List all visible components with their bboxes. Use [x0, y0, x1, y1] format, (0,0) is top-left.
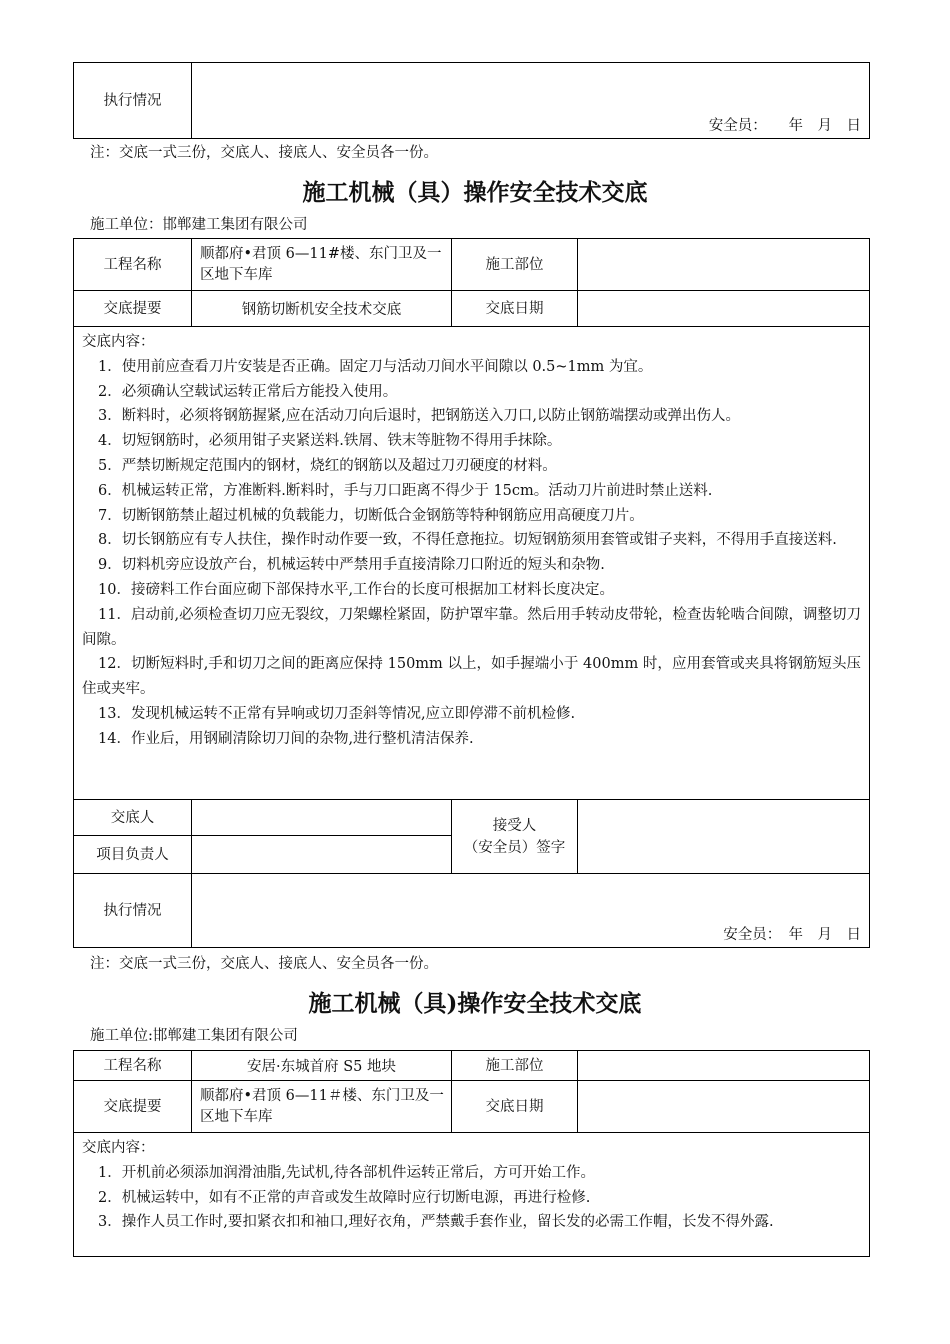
exec-cell	[192, 63, 870, 139]
manager-label: 项目负责人	[74, 836, 192, 874]
list-item: 7．切断钢筋禁止超过机械的负载能力，切断低合金钢筋等特种钢筋应用高硬度刀片。	[98, 507, 644, 524]
construction-unit: 施工单位：邯郸建工集团有限公司	[90, 217, 308, 233]
list-item: 10．接磅料工作台面应砌下部保持水平,工作台的长度可根据加工材料长度决定。	[98, 581, 615, 598]
list-item: 14．作业后，用钢刷清除切刀间的杂物,进行整机清洁保养.	[98, 730, 474, 747]
list-item: 2．必须确认空载试运转正常后方能投入使用。	[98, 383, 398, 400]
exec-cell	[192, 874, 870, 948]
document-title: 施工机械（具)操作安全技术交底	[308, 990, 642, 1017]
content-title: 交底内容：	[82, 334, 155, 350]
disclosure-table-2	[73, 1050, 870, 1257]
date-label: 交底日期	[452, 291, 578, 327]
disclosure-content	[74, 327, 870, 800]
list-item: 12．切断短料时,手和切刀之间的距离应保持 150mm 以上，如手握端小于 400mm 时，应用套管或夹具将钢筋短头压住或夹牢。	[82, 656, 861, 698]
date-value	[578, 1081, 870, 1133]
list-item: 13．发现机械运转不正常有异响或切刀歪斜等情况,应立即停滞不前机检修.	[98, 705, 576, 722]
exec-table-top	[73, 62, 870, 139]
disclosure-table-1	[73, 238, 870, 948]
list-item: 3．断料时，必须将钢筋握紧,应在活动刀向后退时，把钢筋送入刀口,以防止钢筋端摆动或弹出伤人。	[98, 408, 740, 425]
note: 注：交底一式三份，交底人、接底人、安全员各一份。	[90, 145, 438, 161]
list-item: 3．操作人员工作时,要扣紧衣扣和袖口,理好衣角，严禁戴手套作业，留长发的必需工作帽，长发不得外露.	[98, 1214, 774, 1231]
document-title: 施工机械（具）操作安全技术交底	[302, 179, 648, 206]
safety-officer-sign: 安全员： 年 月 日	[708, 118, 861, 134]
discloser-value	[192, 800, 452, 836]
receiver-label-line1: 接受人	[492, 817, 537, 834]
list-item: 11．启动前,必须检查切刀应无裂纹，刀架螺栓紧固，防护罩牢靠。然后用手转动皮带轮，检查齿轮啮合间隙，调整切刀间隙。	[82, 606, 861, 648]
date-label: 交底日期	[452, 1081, 578, 1133]
list-item: 5．严禁切断规定范围内的钢材，烧红的钢筋以及超过刀刃硬度的材料。	[98, 457, 557, 474]
receiver-label-line2: （安全员）签字	[463, 839, 566, 856]
receiver-signature	[578, 800, 870, 874]
note: 注：交底一式三份，交底人、接底人、安全员各一份。	[90, 956, 438, 972]
receiver-label	[452, 800, 578, 874]
list-item: 9．切料机旁应设放产台，机械运转中严禁用手直接清除刀口附近的短头和杂物.	[98, 557, 605, 574]
site-part-value	[578, 239, 870, 291]
site-part-label: 施工部位	[452, 239, 578, 291]
summary-label: 交底提要	[74, 1081, 192, 1133]
list-item: 6．机械运转正常，方准断料.断料时，手与刀口距离不得少于 15cm。活动刀片前进时禁止送料.	[98, 482, 713, 499]
list-item: 2．机械运转中，如有不正常的声音或发生故障时应行切断电源，再进行检修.	[98, 1189, 591, 1206]
exec-label: 执行情况	[74, 63, 192, 139]
list-item: 1．开机前必须添加润滑油脂,先试机,待各部机件运转正常后，方可开始工作。	[98, 1164, 595, 1181]
site-part-label: 施工部位	[452, 1051, 578, 1081]
content-title: 交底内容：	[82, 1140, 155, 1156]
date-value	[578, 291, 870, 327]
disclosure-content	[74, 1133, 870, 1257]
list-item: 1．使用前应查看刀片安装是否正确。固定刀与活动刀间水平间隙以 0.5~1mm 为宜。	[98, 358, 653, 375]
site-part-value	[578, 1051, 870, 1081]
construction-unit: 施工单位:邯郸建工集团有限公司	[90, 1028, 298, 1044]
exec-label: 执行情况	[74, 874, 192, 948]
summary-value: 钢筋切断机安全技术交底	[192, 291, 452, 327]
discloser-label: 交底人	[74, 800, 192, 836]
list-item: 8．切长钢筋应有专人扶住，操作时动作要一致，不得任意拖拉。切短钢筋须用套管或钳子夹料，不得用手直接送料.	[98, 532, 837, 549]
project-name-value: 安居·东城首府 S5 地块	[192, 1051, 452, 1081]
summary-value: 顺都府•君顶 6—11＃楼、东门卫及一区地下车库	[192, 1081, 452, 1133]
project-name-label: 工程名称	[74, 1051, 192, 1081]
project-name-value: 顺都府•君顶 6—11#楼、东门卫及一区地下车库	[192, 239, 452, 291]
project-name-label: 工程名称	[74, 239, 192, 291]
safety-officer-sign: 安全员： 年 月 日	[723, 927, 861, 943]
list-item: 4．切短钢筋时，必须用钳子夹紧送料.铁屑、铁末等脏物不得用手抹除。	[98, 433, 562, 450]
manager-value	[192, 836, 452, 874]
summary-label: 交底提要	[74, 291, 192, 327]
